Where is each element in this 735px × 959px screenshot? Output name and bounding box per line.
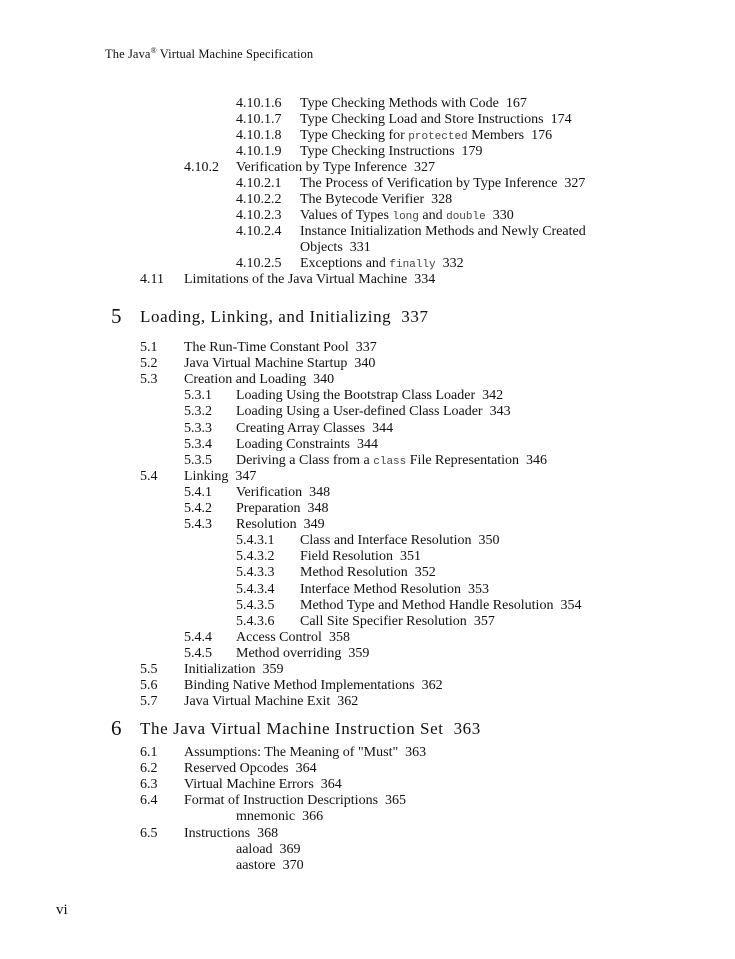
toc-entry-title: Exceptions and finally 332 [300,256,464,271]
chapter-title: The Java Virtual Machine Instruction Set 363 [140,719,481,738]
code-keyword: class [373,455,407,468]
toc-entry-number: 5.3.1 [184,388,212,404]
toc-entry-page: 327 [564,176,586,191]
toc-entry-title: Initialization 359 [184,662,284,677]
chapter-title: Loading, Linking, and Initializing 337 [140,307,429,326]
toc-entry-page: 343 [489,404,511,420]
toc-entry-page: 365 [385,793,407,809]
toc-entry-page: 334 [414,272,436,287]
toc-entry-title: Call Site Specifier Resolution 357 [300,613,495,629]
chapter-page: 363 [453,719,481,738]
toc-entry-number: 4.10.1.9 [236,144,282,159]
toc-entry-number: 5.3 [140,372,158,388]
toc-entry-page: 369 [279,841,301,857]
toc-entry-page: 344 [356,436,378,452]
toc-entry-page: 176 [531,128,553,143]
header-title-a: The Java [105,47,151,62]
toc-entry-page: 327 [413,160,435,175]
toc-entry-title: Method overriding 359 [236,645,370,661]
running-header [105,46,313,62]
toc-entry-page: 348 [309,484,331,500]
toc-entry-title: Method Resolution 352 [300,565,436,581]
toc-entry-page: 167 [505,96,527,111]
toc-entry-page: 362 [421,678,443,694]
toc-entry-title: Method Type and Method Handle Resolution 354 [300,597,582,613]
toc-entry-page: 344 [372,420,394,436]
toc-entry-title: Verification 348 [236,484,331,500]
chapter-number: 6 [111,716,122,740]
toc-entry-number: 5.4.3.3 [236,565,275,581]
toc-entry-title: Type Checking Load and Store Instructions 174 [300,112,572,127]
header-title-b: Virtual Machine Specification [156,47,314,62]
toc-entry-number: 5.1 [140,340,158,355]
toc-entry-title: Type Checking for protected Members 176 [300,128,553,143]
toc-entry-title: aastore 370 [236,857,304,873]
toc-entry-number: 5.3.4 [184,436,212,452]
toc-entry-title: mnemonic 366 [236,809,324,825]
toc-entry-number: 6.1 [140,745,158,760]
toc-entry-page: 364 [295,761,317,777]
toc-entry-title: Limitations of the Java Virtual Machine 334 [184,272,436,287]
toc-entry-title: Loading Using the Bootstrap Class Loader 342 [236,388,504,404]
toc-entry-page: 350 [478,533,500,549]
toc-entry-title: Format of Instruction Descriptions 365 [184,793,407,809]
toc-entry-page: 362 [337,694,359,710]
toc-entry-page: 358 [328,629,350,645]
toc-entry-page: 363 [405,745,427,760]
toc-entry-title: Instance Initialization Methods and Newly Created [300,224,586,239]
toc-entry-number: 6.5 [140,825,158,841]
toc-entry-page: 328 [431,192,453,207]
code-keyword: double [446,211,486,223]
toc-entry-title: Reserved Opcodes 364 [184,761,317,777]
toc-entry-number: 5.3.3 [184,420,212,436]
toc-entry-number: 5.4.2 [184,501,212,516]
code-keyword: finally [389,259,436,271]
toc-entry-title: Deriving a Class from a class File Representation 346 [236,452,548,468]
toc-entry-title: Field Resolution 351 [300,549,421,565]
toc-entry-number: 5.7 [140,694,158,710]
chapter-page: 337 [401,307,429,326]
toc-entry-number: 4.10.1.6 [236,96,282,111]
toc-entry-title: Creation and Loading 340 [184,372,335,388]
toc-entry-number: 5.4.3.1 [236,533,275,549]
toc-entry-title: Preparation 348 [236,501,329,516]
toc-entry-page: 332 [442,256,464,271]
toc-entry-page: 357 [473,613,495,629]
page-number: vi [56,902,68,918]
toc-entry-number: 4.10.2.5 [236,256,282,271]
toc-entry-number: 4.10.2.1 [236,176,282,191]
toc-entry-number: 5.4.3.2 [236,549,275,565]
toc-entry-page: 179 [461,144,483,159]
toc-entry-page: 368 [257,825,279,841]
toc-entry-page: 366 [302,809,324,825]
toc-entry-number: 4.11 [140,272,164,287]
toc-entry-page: 337 [355,340,377,355]
toc-entry-page: 348 [307,501,329,516]
toc-entry-title: Values of Types long and double 330 [300,208,514,223]
code-keyword: protected [408,131,468,143]
toc-entry-page: 359 [348,645,370,661]
toc-entry-page: 349 [303,517,325,533]
toc-entry-number: 4.10.1.7 [236,112,282,127]
toc-entry-number: 5.4.3 [184,517,212,533]
toc-entry-number: 5.2 [140,356,158,372]
toc-entry-page: 342 [482,388,504,404]
toc-entry-title: The Run-Time Constant Pool 337 [184,340,377,355]
toc-entry-page: 359 [262,662,284,677]
toc-entry-page: 331 [349,240,371,255]
toc-entry-title: Assumptions: The Meaning of "Must" 363 [184,745,427,760]
toc-entry-title: Interface Method Resolution 353 [300,581,489,597]
toc-entry-number: 5.3.5 [184,452,212,468]
toc-entry-page: 347 [235,468,257,484]
code-keyword: long [392,211,419,223]
toc-entry-page: 330 [492,208,514,223]
toc-entry-title: The Process of Verification by Type Inference 327 [300,176,586,191]
toc-entry-number: 5.4.3.4 [236,581,275,597]
toc-entry-page: 340 [313,372,335,388]
toc-entry-number: 6.3 [140,777,158,793]
toc-entry-number: 4.10.2.3 [236,208,282,223]
toc-entry-title: The Bytecode Verifier 328 [300,192,453,207]
toc-entry-title: Type Checking Instructions 179 [300,144,483,159]
toc-entry-page: 346 [526,452,548,468]
toc-entry-title: Binding Native Method Implementations 362 [184,678,443,694]
toc-entry-page: 351 [399,549,421,565]
chapter-number: 5 [111,304,122,328]
toc-entry-title: Objects 331 [300,240,371,255]
toc-entry-number: 4.10.2.4 [236,224,282,239]
toc-entry-number: 5.4.4 [184,629,212,645]
toc-entry-number: 5.4.5 [184,645,212,661]
toc-entry-page: 370 [282,857,304,873]
toc-entry-title: Resolution 349 [236,517,325,533]
toc-entry-title: Virtual Machine Errors 364 [184,777,342,793]
toc-entry-page: 353 [467,581,489,597]
toc-entry-number: 6.4 [140,793,158,809]
toc-entry-page: 340 [354,356,376,372]
toc-entry-number: 5.4.3.6 [236,613,275,629]
toc-entry-number: 5.3.2 [184,404,212,420]
toc-entry-title: Java Virtual Machine Startup 340 [184,356,376,372]
toc-entry-title: Class and Interface Resolution 350 [300,533,500,549]
header-trademark: ® [150,46,157,55]
toc-entry-title: Access Control 358 [236,629,350,645]
toc-entry-title: Type Checking Methods with Code 167 [300,96,527,111]
toc-entry-page: 364 [320,777,342,793]
toc-entry-page: 354 [560,597,582,613]
toc-entry-title: Java Virtual Machine Exit 362 [184,694,359,710]
toc-entry-number: 5.4.3.5 [236,597,275,613]
toc-entry-number: 4.10.2 [184,160,219,175]
toc-entry-number: 5.4.1 [184,484,212,500]
toc-entry-title: aaload 369 [236,841,301,857]
toc-entry-page: 174 [550,112,572,127]
toc-entry-title: Verification by Type Inference 327 [236,160,435,175]
toc-entry-title: Loading Using a User-defined Class Loader 343 [236,404,511,420]
toc-entry-number: 4.10.2.2 [236,192,282,207]
toc-entry-number: 5.5 [140,662,158,677]
toc-entry-title: Instructions 368 [184,825,279,841]
toc-entry-page: 352 [414,565,436,581]
toc-entry-title: Creating Array Classes 344 [236,420,394,436]
toc-entry-number: 5.4 [140,468,158,484]
toc-entry-number: 5.6 [140,678,158,694]
toc-entry-number: 6.2 [140,761,158,777]
toc-entry-title: Loading Constraints 344 [236,436,378,452]
toc-entry-title: Linking 347 [184,468,257,484]
toc-entry-number: 4.10.1.8 [236,128,282,143]
